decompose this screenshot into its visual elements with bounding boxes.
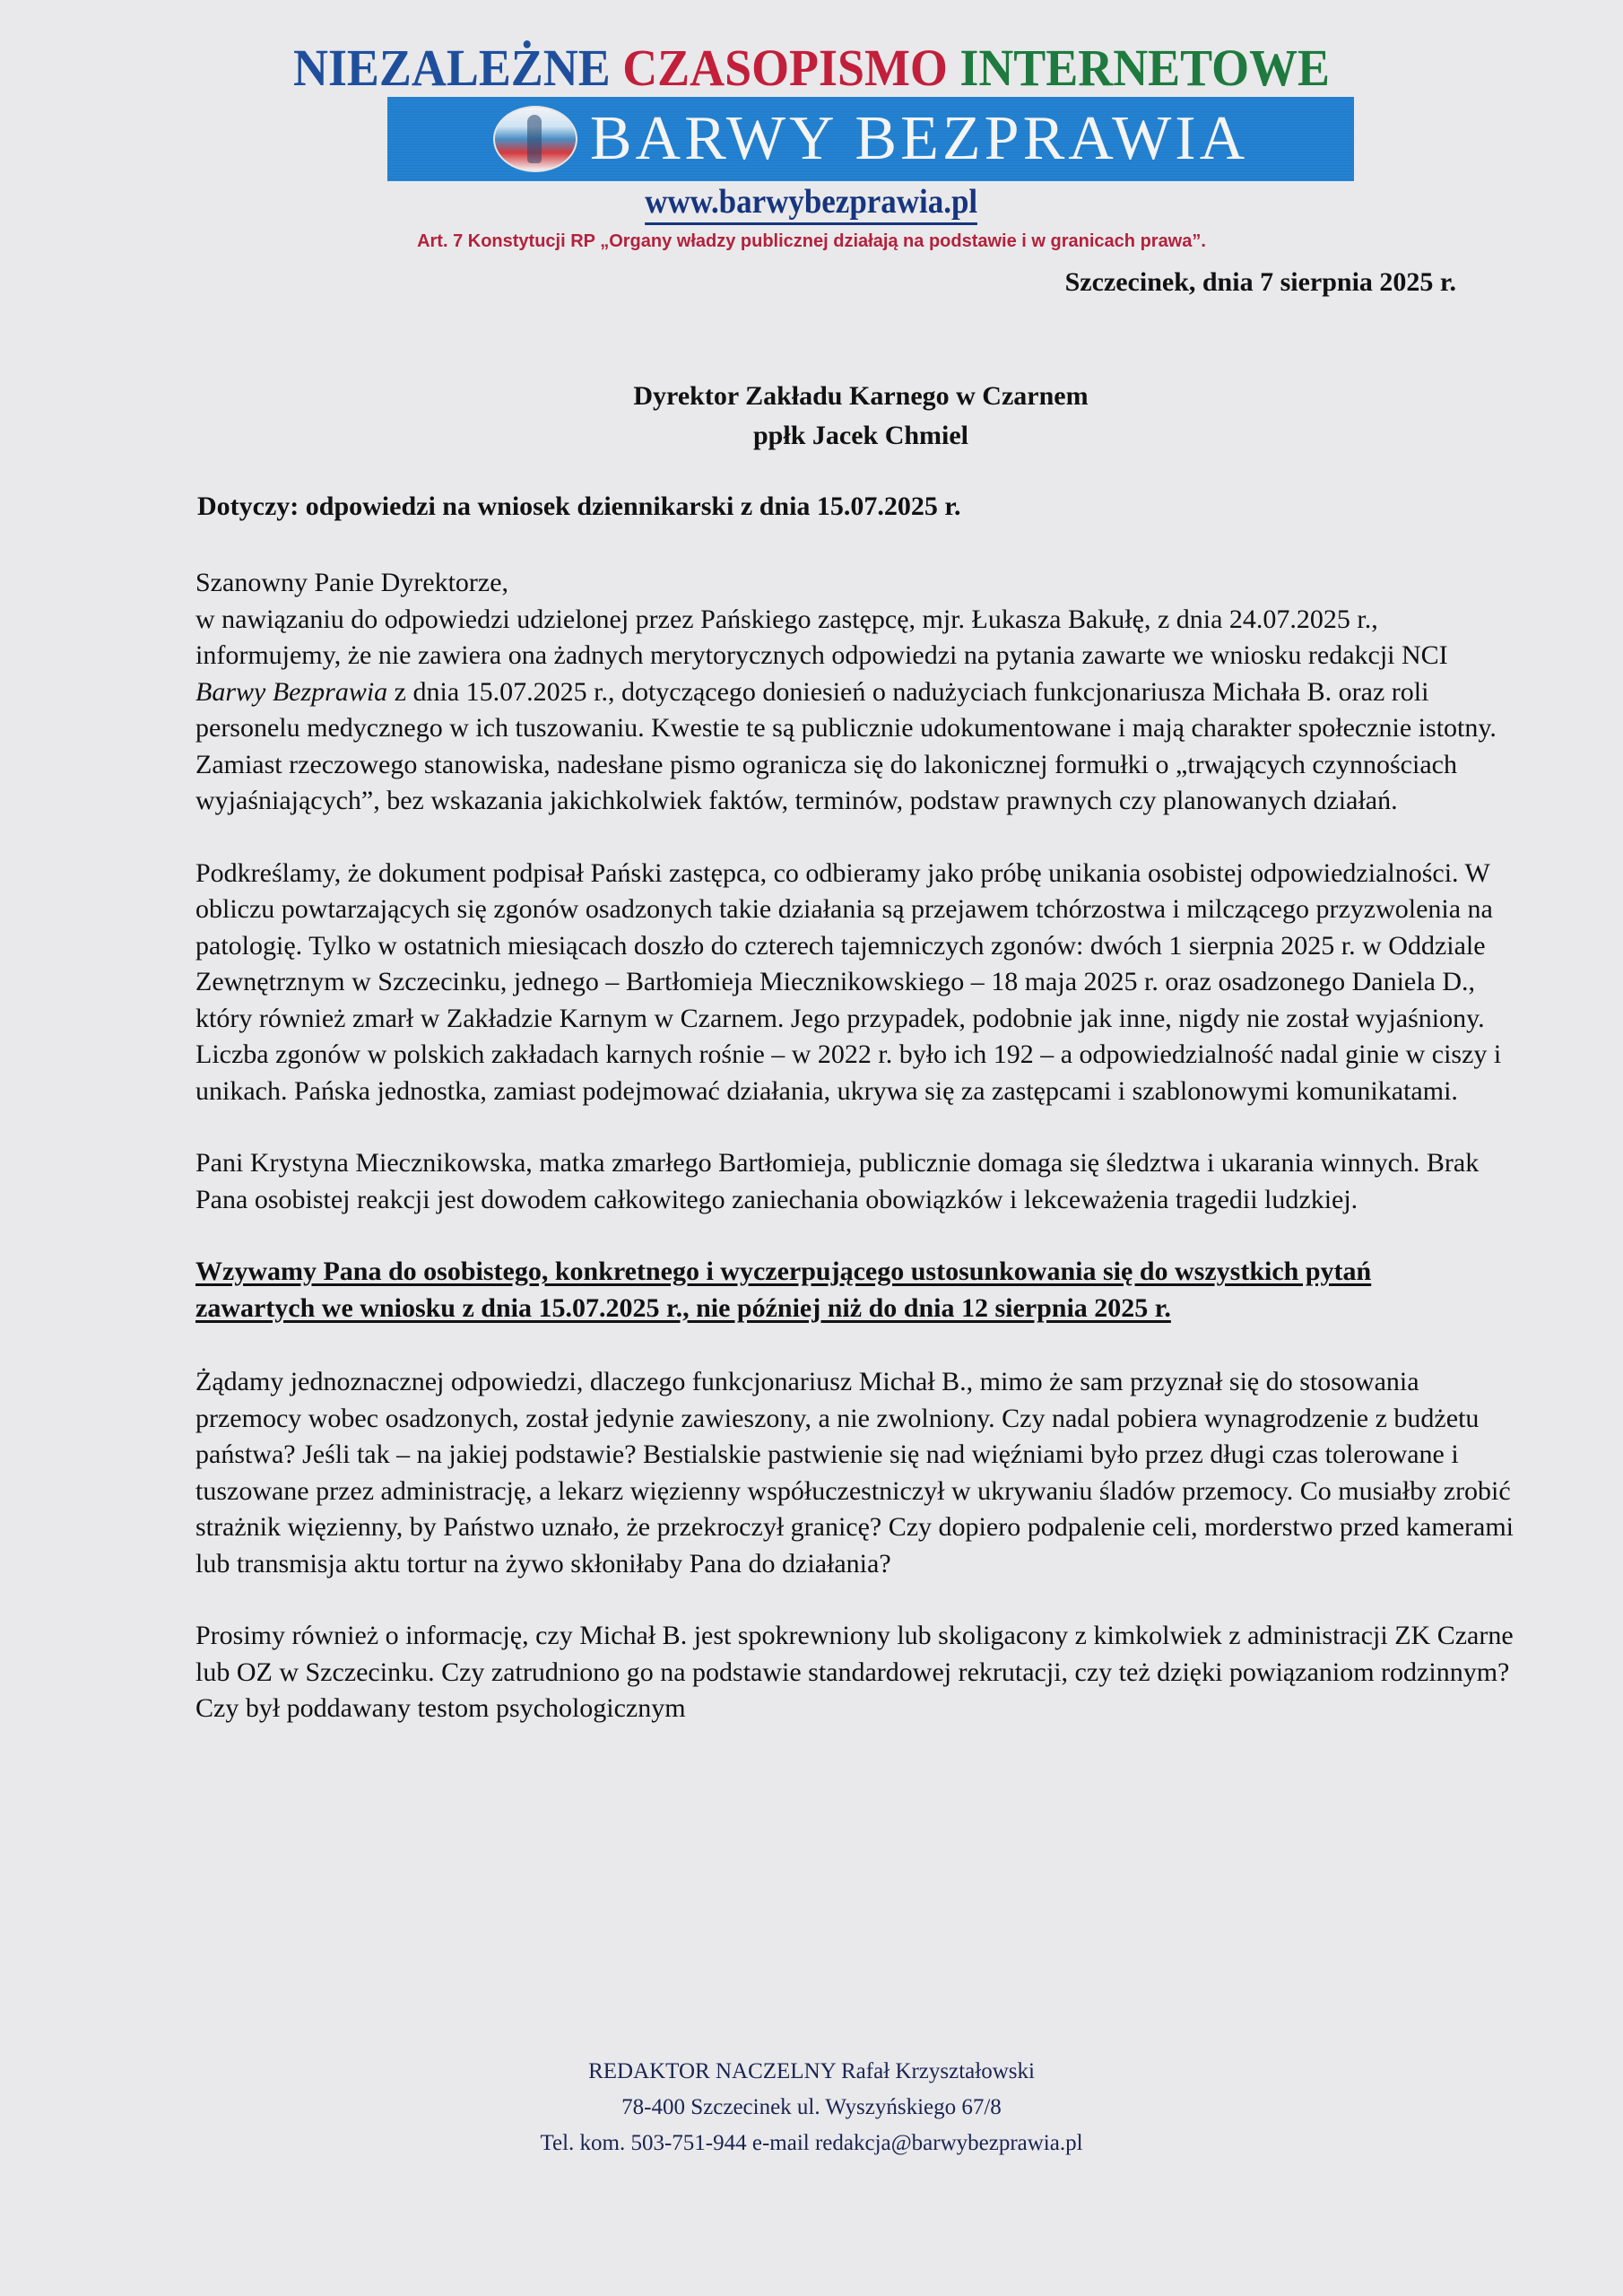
paragraph-4: Żądamy jednoznacznej odpowiedzi, dlaczego funkcjonariusz Michał B., mimo że sam przyznał się do stosowania przemocy wobec osadzonych, został jedynie zawieszony, a nie zwolniony. Czy nadal pobiera wynagrodzenie z budżetu państwa? Jeśli tak – na jakiej podstawie? Bestialskie pastwienie się nad więźniami było przez długi czas tolerowane i tuszowane przez administrację, a lekarz więzienny współuczestniczył w ukrywaniu śladów przemocy. Co musiałby zrobić strażnik więzienny, by Państwo uznało, że przekroczył granicę? Czy dopiero podpalenie celi, morderstwo przed kamerami lub transmisja aktu tortur na żywo skłoniłaby Pana do działania? [195, 1367, 1514, 1578]
site-url-link[interactable]: www.barwybezprawia.pl [646, 182, 978, 225]
place-and-date: Szczecinek, dnia 7 sierpnia 2025 r. [1064, 267, 1456, 297]
justice-emblem-icon [493, 106, 577, 172]
footer-phone-email: Tel. kom. 503-751-944 e-mail redakcja@barwybezprawia.pl [540, 2131, 1083, 2155]
footer-editor: REDAKTOR NACZELNY Rafał Krzyształowski [588, 2059, 1035, 2083]
letter-body [195, 565, 1523, 1763]
paragraph-1 [195, 602, 1523, 820]
letter-subject: Dotyczy: odpowiedzi na wniosek dziennikarski z dnia 15.07.2025 r. [197, 491, 961, 521]
logo-banner [387, 97, 1354, 181]
masthead-word-czasopismo: CZASOPISMO [622, 39, 948, 97]
constitution-motto: Art. 7 Konstytucji RP „Organy władzy publicznej działają na podstawie i w granicach prawa”. [417, 231, 1206, 251]
paragraph-1-text-b: z dnia 15.07.2025 r., dotyczącego doniesień o nadużyciach funkcjonariusza Michała B. oraz roli personelu medycznego w ich tuszowaniu. Kwestie te są publicznie udokumentowane i mają charakter społecznie istotny. Zamiast rzeczowego stanowiska, nadesłane pismo ogranicza się do lakonicznej formułki o „trwających czynnościach wyjaśniających”, bez wskazania jakichkolwiek faktów, terminów, podstaw prawnych czy planowanych działań. [195, 676, 1497, 815]
masthead-title [56, 39, 1566, 97]
footer-address: 78-400 Szczecinek ul. Wyszyńskiego 67/8 [621, 2095, 1002, 2119]
masthead-word-niezalezne: NIEZALEŻNE [292, 39, 611, 97]
paragraph-5: Prosimy również o informację, czy Michał B. jest spokrewniony lub skoligacony z kimkolwiek z administracji ZK Czarne lub OZ w Szczecinku. Czy zatrudniono go na podstawie standardowej rekrutacji, czy też dzięki powiązaniom rodzinnym? Czy był poddawany testom psychologicznym [195, 1621, 1514, 1723]
recipient-title: Dyrektor Zakładu Karnego w Czarnem [633, 381, 1089, 411]
publication-name: Barwy Bezprawia [195, 676, 388, 707]
masthead-word-internetowe: INTERNETOWE [959, 39, 1331, 97]
deadline-callout: Wzywamy Pana do osobistego, konkretnego i wyczerpującego ustosunkowania się do wszystkich pytań zawartych we wniosku z dnia 15.07.2025 r., nie później niż do dnia 12 sierpnia 2025 r. [195, 1257, 1372, 1323]
paragraph-3: Pani Krystyna Miecznikowska, matka zmarłego Bartłomieja, publicznie domaga się śledztwa i ukarania winnych. Brak Pana osobistej reakcji jest dowodem całkowitego zaniechania obowiązków i lekceważenia tragedii ludzkiej. [195, 1148, 1480, 1214]
recipient-name: ppłk Jacek Chmiel [752, 421, 969, 450]
salutation: Szanowny Panie Dyrektorze, [195, 568, 509, 597]
site-url [0, 182, 1623, 225]
footer-contact [0, 2054, 1623, 2161]
paragraph-2: Podkreślamy, że dokument podpisał Pański zastępca, co odbieramy jako próbę unikania osobistej odpowiedzialności. W obliczu powtarzających się zgonów osadzonych takie działania są przejawem tchórzostwa i milczącego przyzwolenia na patologię. Tylko w ostatnich miesiącach doszło do czterech tajemniczych zgonów: dwóch 1 sierpnia 2025 r. w Oddziale Zewnętrznym w Szczecinku, jednego – Bartłomieja Miecznikowskiego – 18 maja 2025 r. oraz osadzonego Daniela D., który również zmarł w Zakładzie Karnym w Czarnem. Jego przypadek, podobnie jak inne, nigdy nie został wyjaśniony. Liczba zgonów w polskich zakładach karnych rośnie – w 2022 r. było ich 192 – a odpowiedzialność nadal ginie w ciszy i unikach. Pańska jednostka, zamiast podejmować działania, ukrywa się za zastępcami i szablonowymi komunikatami. [195, 857, 1502, 1106]
paragraph-1-text-a: w nawiązaniu do odpowiedzi udzielonej przez Pańskiego zastępcę, mjr. Łukasza Bakułę, z dnia 24.07.2025 r., informujemy, że nie zawiera ona żadnych merytorycznych odpowiedzi na pytania zawarte we wniosku redakcji NCI [195, 604, 1448, 670]
recipient-block [0, 377, 1623, 456]
banner-title: BARWY BEZPRAWIA [589, 104, 1249, 173]
